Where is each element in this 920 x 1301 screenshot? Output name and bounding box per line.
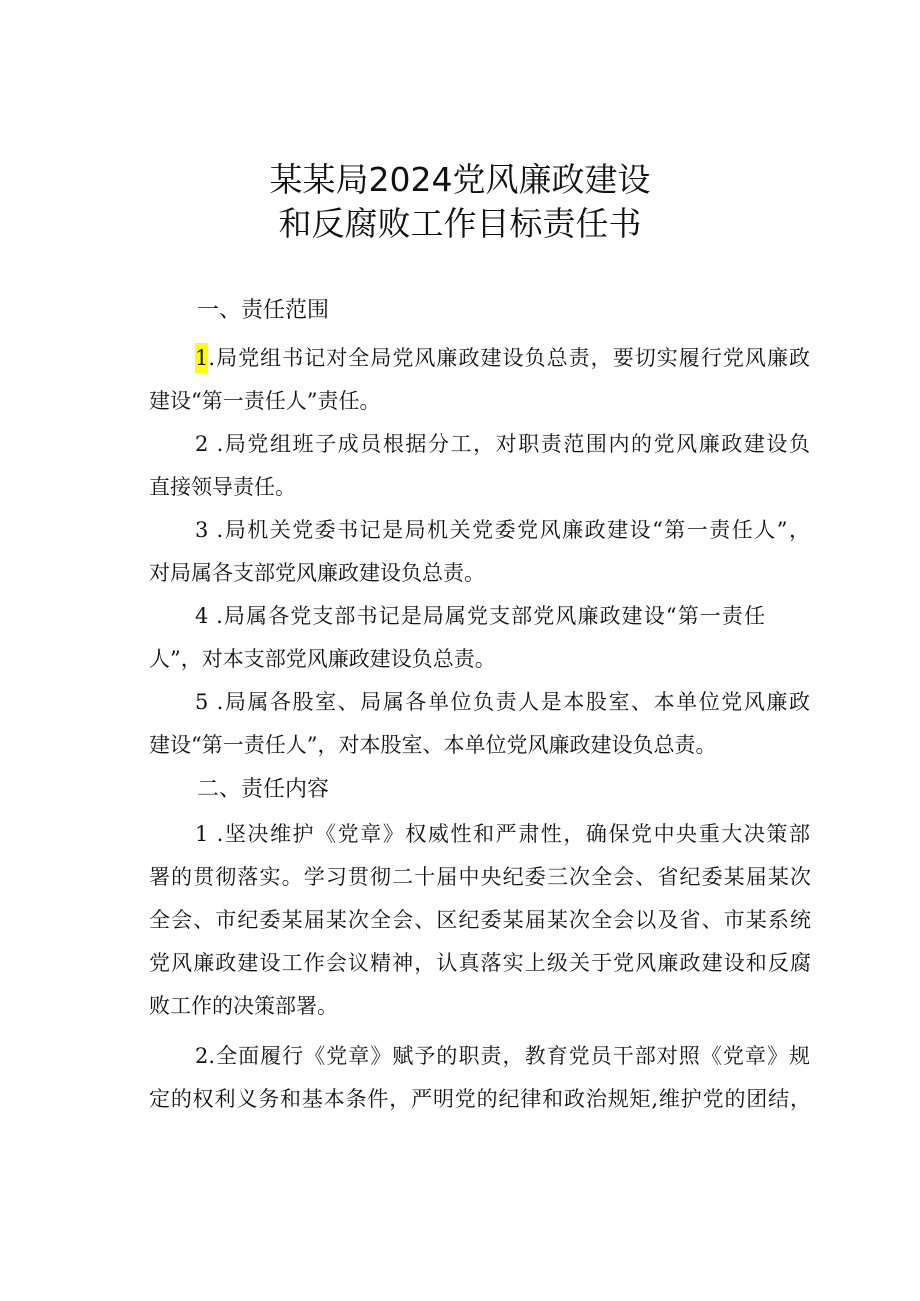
- scope-item-5-line-1: [195, 687, 810, 717]
- document-title-line-2: 和反腐败工作目标责任书: [278, 204, 642, 243]
- scope-item-5-text: .局属各股室、局属各单位负责人是本股室、本单位党风廉政: [208, 690, 810, 714]
- content-para-1-line-1: 1 .坚决维护《党章》权威性和严肃性，确保党中央重大决策部: [195, 822, 810, 846]
- scope-item-2-line-1: [195, 429, 810, 459]
- scope-item-4-line-2: 人”，对本支部党风廉政建设负总责。: [149, 647, 496, 671]
- content-para-1-line-2: 署的贯彻落实。学习贯彻二十届中央纪委三次全会、省纪委某届某次: [149, 865, 811, 889]
- scope-item-2-text: .局党组班子成员根据分工，对职责范围内的党风廉政建设负: [208, 432, 810, 456]
- scope-item-1-number: 1: [195, 343, 208, 373]
- content-para-1-line-4: 党风廉政建设工作会议精神，认真落实上级关于党风廉政建设和反腐: [149, 951, 811, 975]
- content-para-1-line-3: 全会、市纪委某届某次全会、区纪委某届某次全会以及省、市某系统: [149, 908, 811, 932]
- content-para-2-line-2: 定的权利义务和基本条件，严明党的纪律和政治规矩,维护党的团结，: [149, 1087, 811, 1111]
- scope-item-4-text: .局属各党支部书记是局属党支部党风廉政建设“第一责任: [208, 604, 765, 628]
- scope-item-3-text: .局机关党委书记是局机关党委党风廉政建设“第一责任人”，: [208, 518, 810, 542]
- scope-item-1-text: .局党组书记对全局党风廉政建设负总责，要切实履行党风廉政: [208, 346, 810, 370]
- scope-item-1-line-1: [195, 343, 810, 373]
- document-title-line-1: 某某局2024党风廉政建设: [269, 160, 651, 199]
- section-heading-content: 二、责任内容: [197, 777, 330, 802]
- scope-item-4-number: 4: [195, 604, 209, 628]
- scope-item-3-number: 3: [195, 518, 209, 542]
- scope-item-5-line-2: 建设“第一责任人”，对本股室、本单位党风廉政建设负总责。: [149, 733, 717, 757]
- content-para-2-line-1: 2.全面履行《党章》赋予的职责，教育党员干部对照《党章》规: [195, 1044, 810, 1068]
- scope-item-3-line-2: 对局属各支部党风廉政建设负总责。: [149, 561, 485, 585]
- scope-item-4-line-1: [195, 601, 765, 631]
- scope-item-1-line-2: 建设“第一责任人”责任。: [149, 389, 381, 413]
- scope-item-2-number: 2: [195, 432, 209, 456]
- content-para-1-line-5: 败工作的决策部署。: [149, 994, 338, 1018]
- section-heading-scope: 一、责任范围: [197, 298, 330, 323]
- scope-item-2-line-2: 直接领导责任。: [149, 475, 296, 499]
- scope-item-5-number: 5: [195, 690, 209, 714]
- scope-item-3-line-1: [195, 515, 810, 545]
